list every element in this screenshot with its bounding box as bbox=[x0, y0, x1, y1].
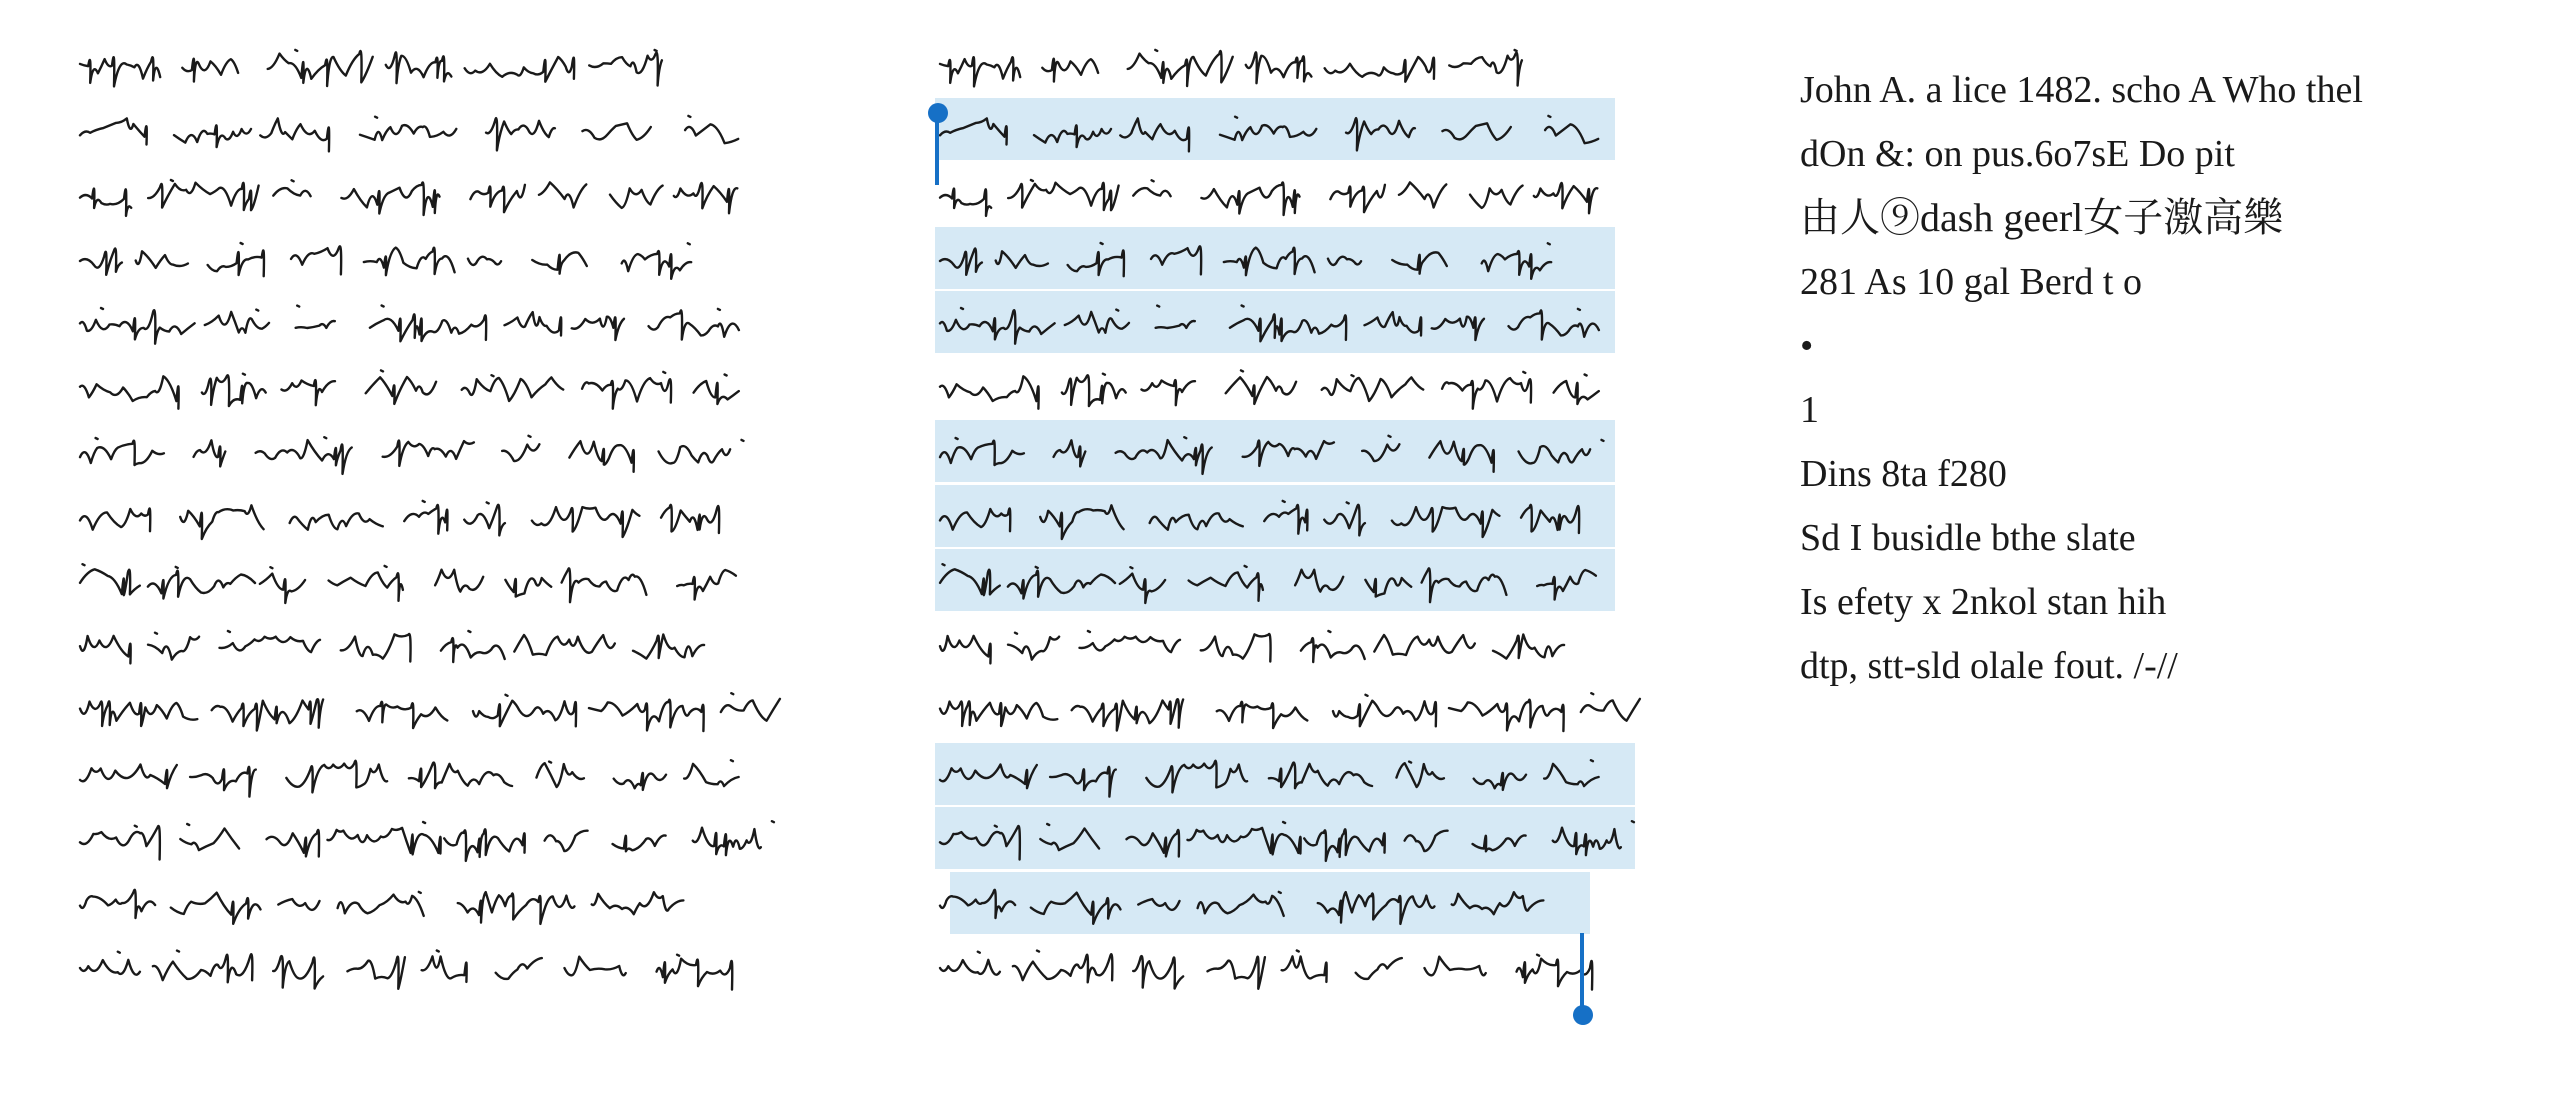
selectable-handwriting-page[interactable] bbox=[930, 45, 1650, 1090]
recognized-line[interactable]: John A. a lice 1482. scho A Who thel bbox=[1800, 69, 2363, 111]
selection-end-handle[interactable] bbox=[1573, 1005, 1593, 1025]
recognized-line[interactable]: Dins 8ta f280 bbox=[1800, 453, 2007, 495]
recognized-line[interactable]: • bbox=[1800, 325, 1814, 367]
recognized-line[interactable]: Sd I busidle bthe slate bbox=[1800, 517, 2136, 559]
original-handwriting-page bbox=[70, 45, 790, 1090]
recognized-line[interactable]: 1 bbox=[1800, 389, 1819, 431]
recognized-line[interactable]: 由人⑨dash geerl女子激高樂 bbox=[1800, 195, 2284, 240]
recognized-line[interactable]: 281 As 10 gal Berd t o bbox=[1800, 261, 2142, 303]
recognized-text-panel[interactable] bbox=[1800, 58, 2540, 698]
selection-start-handle[interactable] bbox=[928, 103, 948, 123]
recognized-line[interactable]: dOn &: on pus.6o7sE Do pit bbox=[1800, 133, 2235, 175]
selection-end-bar[interactable] bbox=[1580, 933, 1584, 1013]
selection-start-bar[interactable] bbox=[935, 113, 939, 185]
recognized-line[interactable]: dtp, stt-sld olale fout. /-// bbox=[1800, 645, 2178, 687]
recognized-line[interactable]: Is efety x 2nkol stan hih bbox=[1800, 581, 2167, 623]
